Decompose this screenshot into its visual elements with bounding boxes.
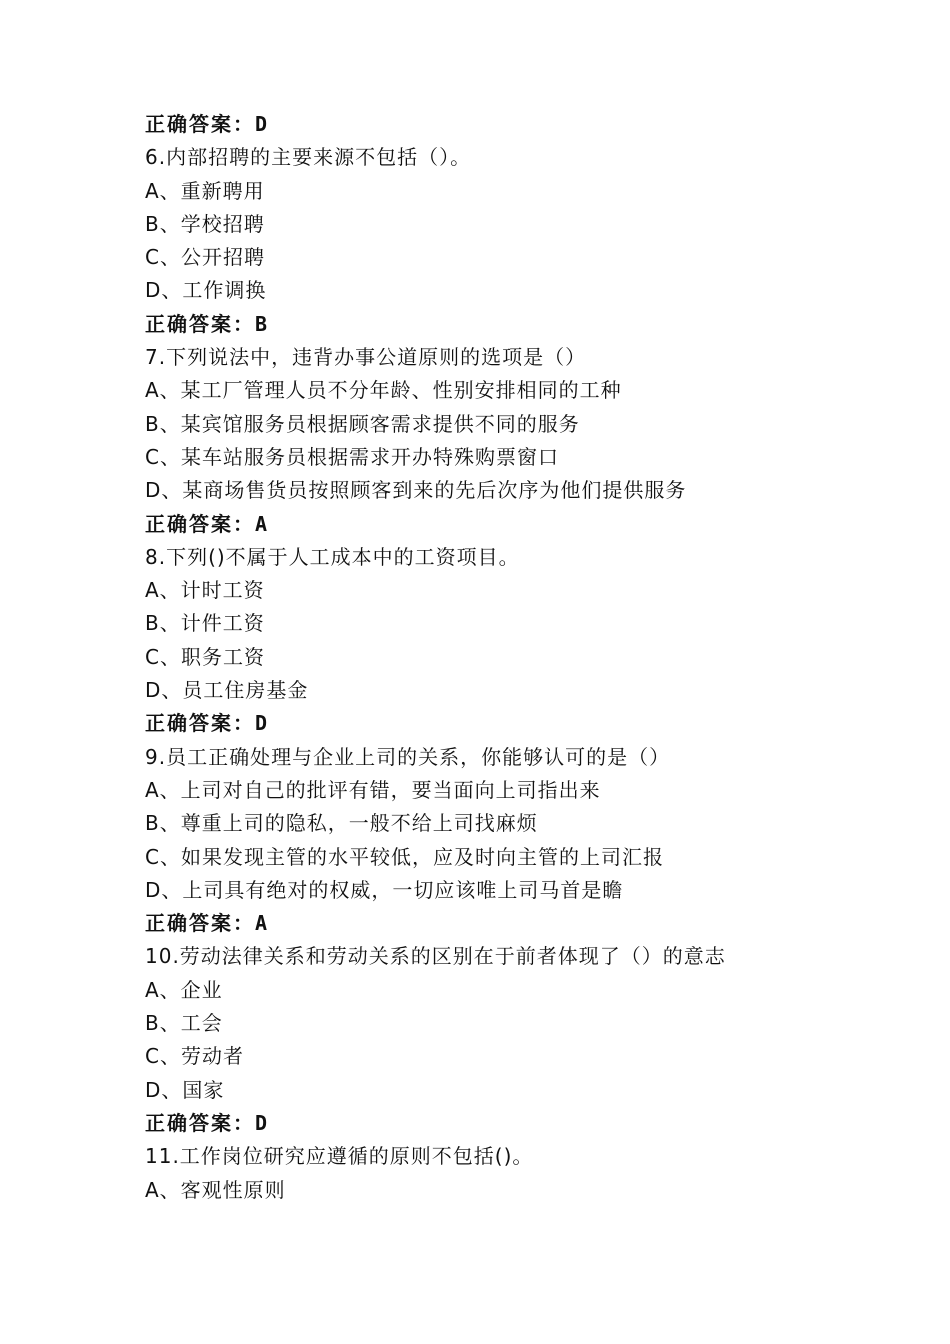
- option-line: B、某宾馆服务员根据顾客需求提供不同的服务: [145, 411, 580, 436]
- option-line: C、某车站服务员根据需求开办特殊购票窗口: [145, 444, 559, 469]
- answer-line: 正确答案：D: [145, 1110, 270, 1135]
- option-line: D、员工住房基金: [145, 678, 309, 703]
- option-line: C、公开招聘: [145, 245, 265, 270]
- option-line: B、工会: [145, 1011, 223, 1036]
- option-line: B、尊重上司的隐私，一般不给上司找麻烦: [145, 811, 538, 836]
- option-line: A、重新聘用: [145, 178, 265, 203]
- option-line: A、计时工资: [145, 578, 265, 603]
- option-line: B、学校招聘: [145, 211, 265, 236]
- question-line: 10.劳动法律关系和劳动关系的区别在于前者体现了（）的意志: [145, 944, 726, 969]
- option-line: C、劳动者: [145, 1044, 244, 1069]
- answer-line: 正确答案：A: [145, 911, 270, 936]
- option-line: D、工作调换: [145, 278, 267, 303]
- option-line: A、上司对自己的批评有错，要当面向上司指出来: [145, 777, 601, 802]
- question-line: 6.内部招聘的主要来源不包括（）。: [145, 145, 472, 170]
- option-line: D、上司具有绝对的权威，一切应该唯上司马首是瞻: [145, 877, 624, 902]
- option-line: D、某商场售货员按照顾客到来的先后次序为他们提供服务: [145, 478, 687, 503]
- option-line: A、某工厂管理人员不分年龄、性别安排相同的工种: [145, 378, 622, 403]
- document-page: [145, 108, 905, 1207]
- option-line: A、企业: [145, 977, 223, 1002]
- option-line: B、计件工资: [145, 611, 265, 636]
- question-line: 7.下列说法中，违背办事公道原则的选项是（）: [145, 345, 587, 370]
- answer-line: 正确答案：B: [145, 311, 270, 336]
- question-line: 11.工作岗位研究应遵循的原则不包括()。: [145, 1144, 534, 1169]
- option-line: D、国家: [145, 1077, 225, 1102]
- question-line: 8.下列()不属于人工成本中的工资项目。: [145, 544, 520, 569]
- answer-line: 正确答案：D: [145, 711, 270, 736]
- answer-line: 正确答案：A: [145, 511, 270, 536]
- option-line: C、如果发现主管的水平较低，应及时向主管的上司汇报: [145, 844, 664, 869]
- answer-line: 正确答案：D: [145, 112, 270, 136]
- question-line: 9.员工正确处理与企业上司的关系，你能够认可的是（）: [145, 744, 671, 769]
- option-line: C、职务工资: [145, 644, 265, 669]
- option-line: A、客观性原则: [145, 1177, 286, 1202]
